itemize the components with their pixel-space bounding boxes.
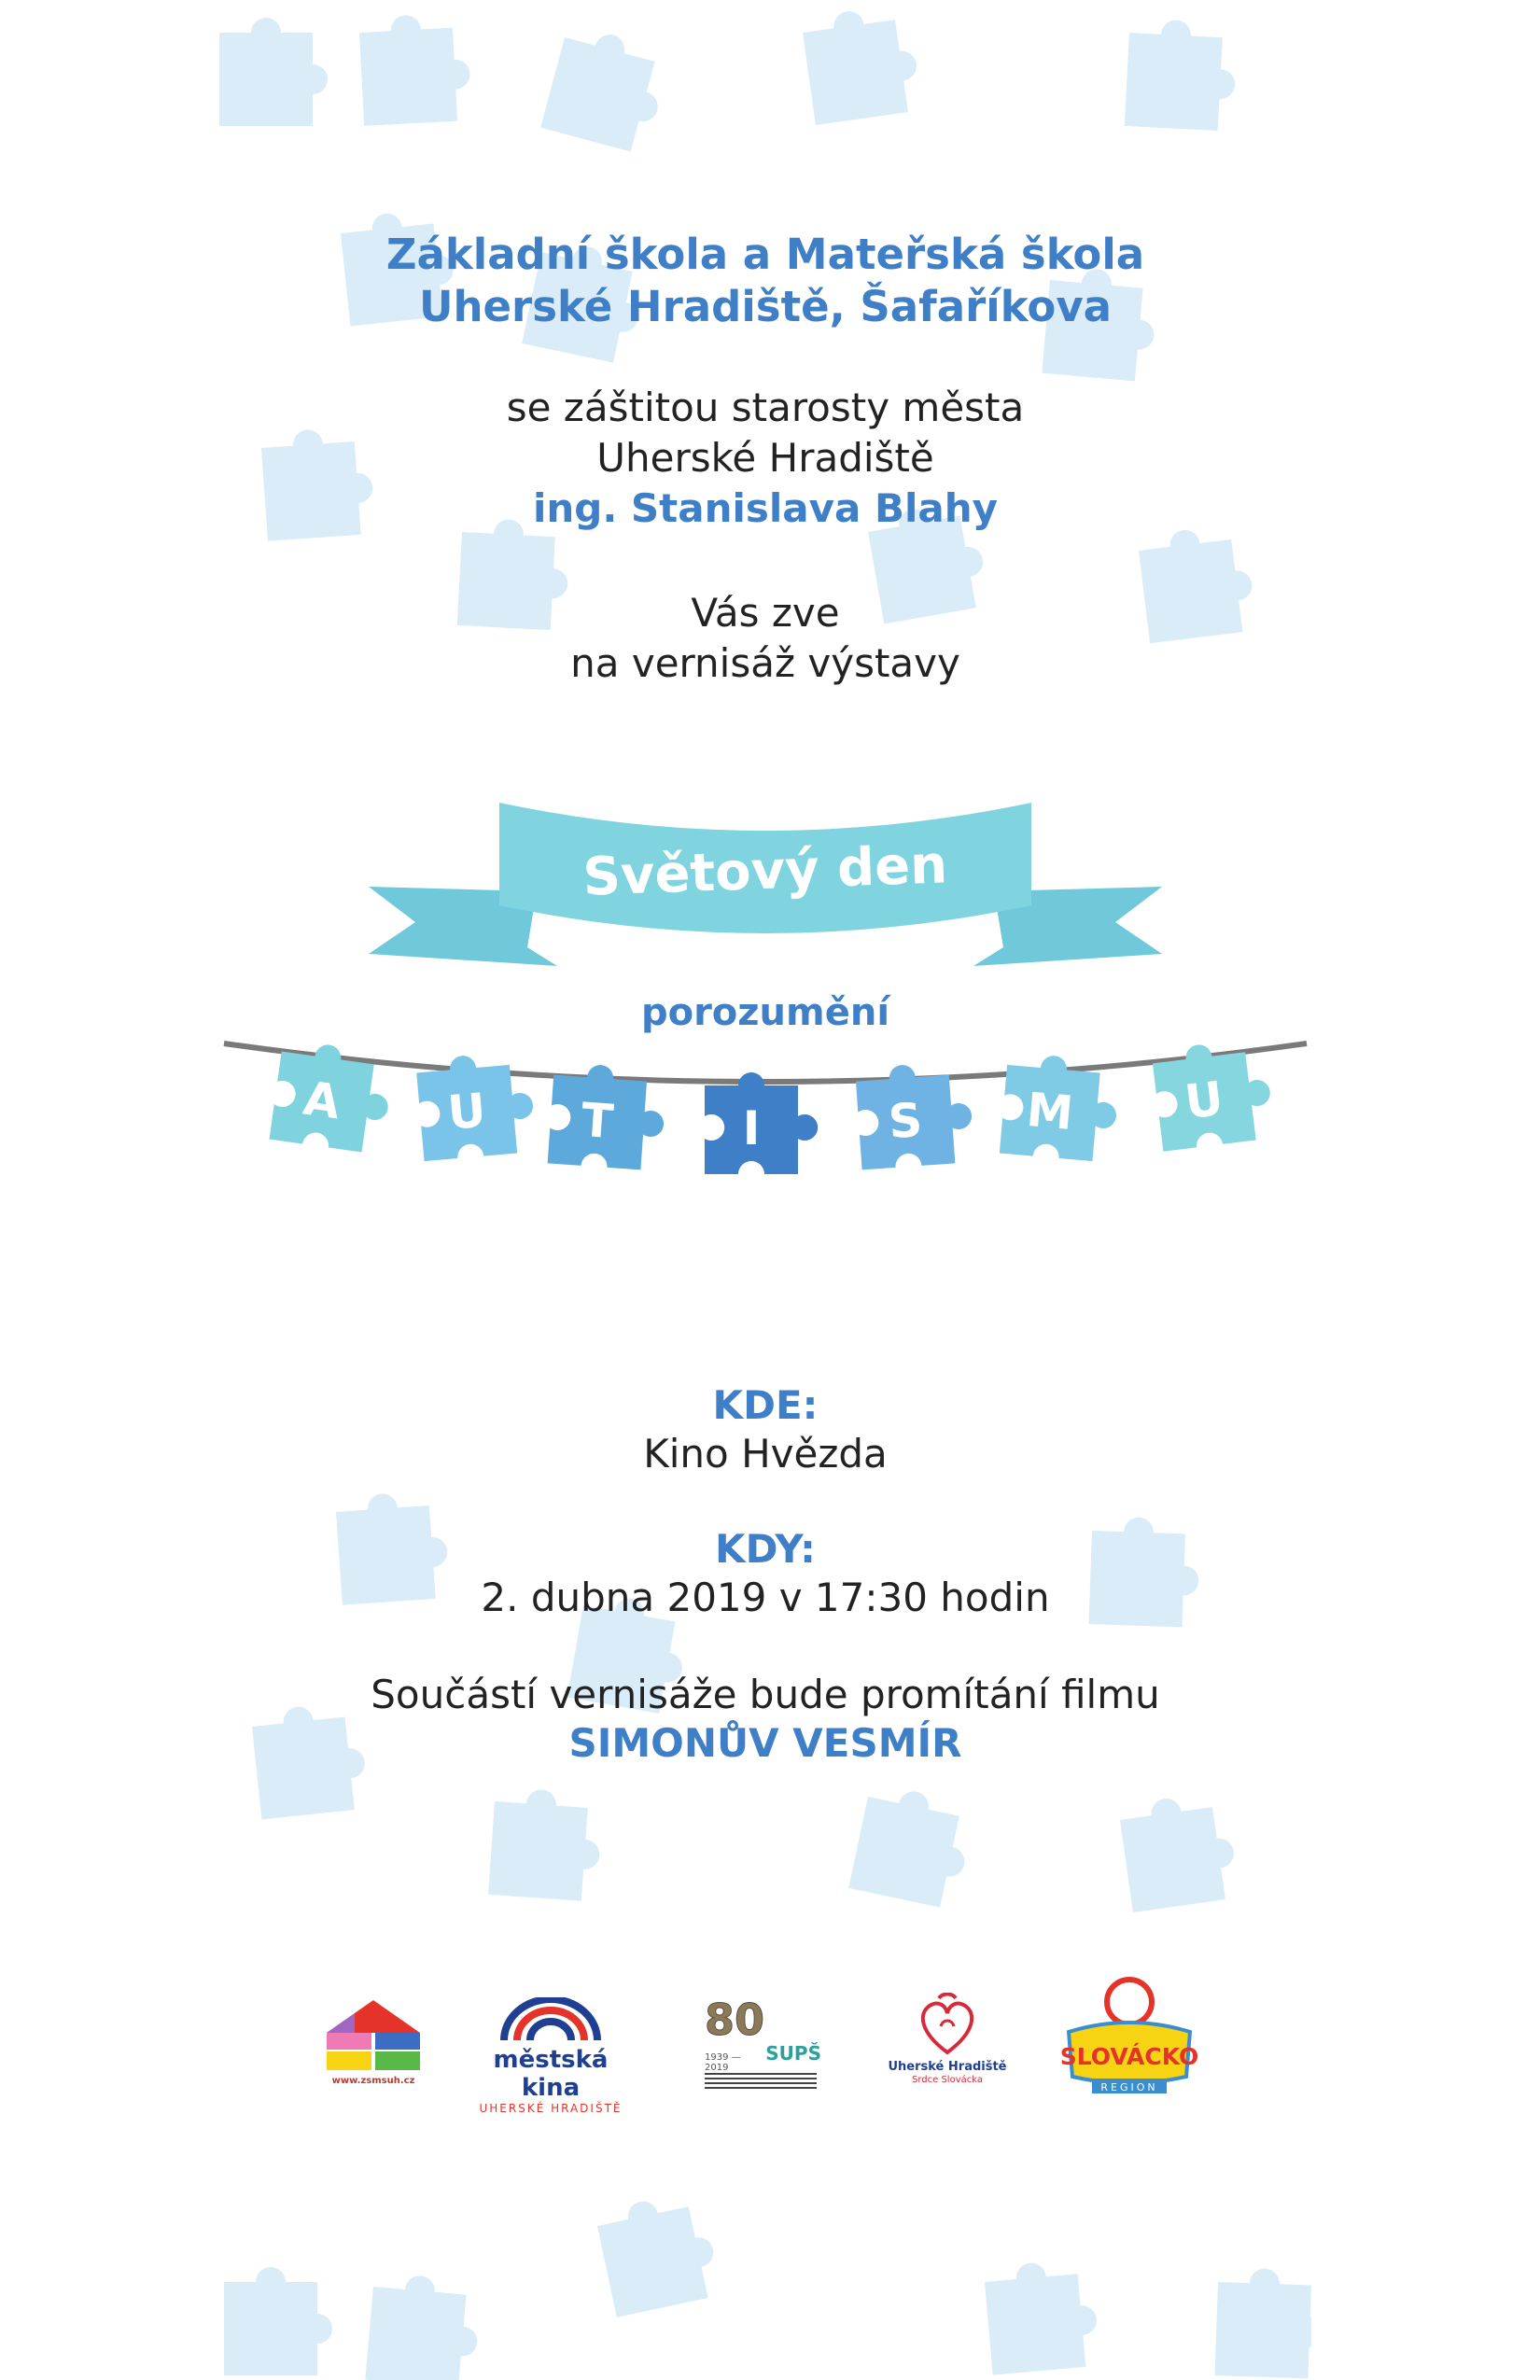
sups-row	[705, 2042, 821, 2073]
zsmsuh-house-icon	[327, 1997, 420, 2072]
ribbon-banner	[219, 793, 1311, 980]
where-label: KDE:	[712, 1382, 819, 1428]
slovacko-word: SLOVÁCKO	[1059, 2043, 1199, 2070]
sups-years: 1939 — 2019	[705, 2052, 741, 2073]
zsmsuh-url: www.zsmsuh.cz	[331, 2076, 415, 2086]
bunting-string	[224, 1043, 1307, 1082]
film-title: SIMONŮV VESMÍR	[568, 1720, 962, 1766]
puzzle-piece-shape	[705, 1072, 818, 1174]
kina-name: městská kina	[493, 2046, 609, 2102]
bunting-piece	[705, 1072, 818, 1174]
uh-city: Uherské Hradiště	[888, 2060, 1007, 2074]
details-block	[219, 1381, 1311, 1768]
bunting-letter: S	[887, 1092, 925, 1150]
kina-city: UHERSKÉ HRADIŠTĚ	[479, 2102, 623, 2115]
organizer-line-2: Uherské Hradiště, Šafaříkova	[418, 282, 1113, 331]
slovacko-logo	[1059, 1974, 1199, 2100]
patronage-block	[219, 383, 1311, 534]
uherske-hradiste-logo	[887, 1993, 1008, 2095]
bunting-piece	[270, 1039, 396, 1155]
invite-line-1: Vás zve	[691, 590, 840, 636]
film-note: Součástí vernisáže bude promítání filmu	[371, 1672, 1160, 1717]
uh-motto: Srdce Slovácka	[912, 2075, 983, 2085]
bunting-letter: U	[445, 1083, 488, 1141]
bunting-letter: M	[1024, 1082, 1076, 1141]
autism-bunting	[219, 1027, 1311, 1269]
sups-fineprint	[705, 2073, 817, 2092]
banner-subtitle: porozumění	[640, 991, 890, 1034]
bunting-letter: A	[300, 1071, 344, 1130]
organizer-block	[219, 229, 1311, 333]
bunting-letter: U	[1182, 1071, 1226, 1130]
invite-block	[219, 588, 1311, 689]
invite-line-2: na vernisáž výstavy	[570, 640, 960, 686]
patronage-line-1: se záštitou starosty města	[506, 385, 1025, 430]
mestska-kina-logo	[476, 1997, 625, 2115]
zsmsuh-logo	[327, 1997, 420, 2091]
organizer-line-1: Základní škola a Mateřská škola	[385, 230, 1145, 279]
where-value: Kino Hvězda	[643, 1431, 888, 1477]
heart-icon	[915, 1993, 980, 2056]
when-label: KDY:	[715, 1526, 816, 1572]
mayor-name: ing. Stanislava Blahy	[532, 485, 998, 531]
slovacko-emblem-icon	[1059, 1974, 1199, 2100]
bunting-letter: T	[579, 1092, 615, 1150]
bunting-letter: I	[742, 1101, 761, 1155]
ribbon-title: Světový den	[581, 834, 949, 908]
sups-80: 80	[705, 1995, 765, 2045]
bunting-pieces	[270, 1037, 1276, 1174]
sups-name: SUPŠ	[765, 2042, 821, 2065]
patronage-line-2: Uherské Hradiště	[596, 435, 934, 481]
when-value: 2. dubna 2019 v 17:30 hodin	[481, 1575, 1050, 1620]
invitation-sheet	[219, 0, 1311, 2380]
sups-logo	[705, 1997, 821, 2091]
slovacko-region: REGION	[1100, 2081, 1158, 2093]
kina-arc-icon	[476, 1997, 625, 2042]
